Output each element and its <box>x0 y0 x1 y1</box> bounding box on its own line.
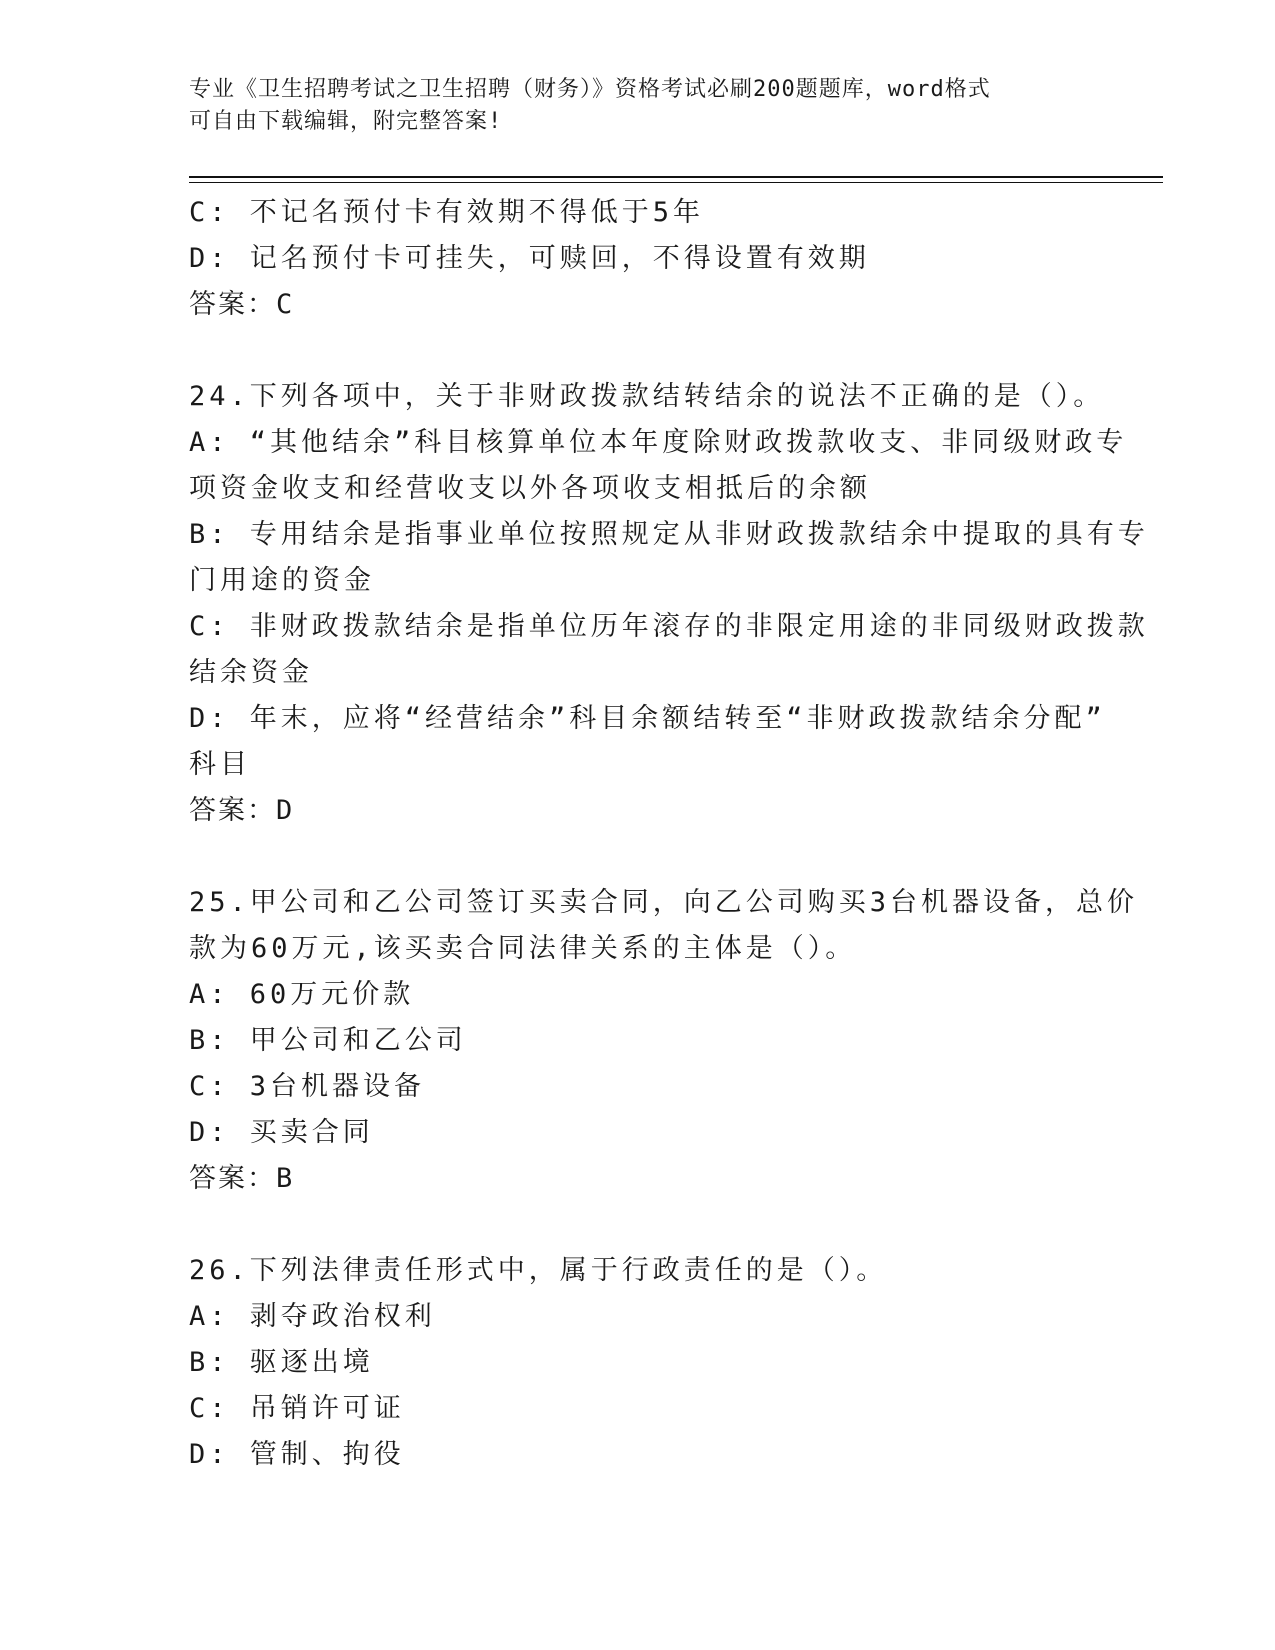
option-c-cont: 结余资金 <box>189 657 313 688</box>
prev-option-d: D: 记名预付卡可挂失，可赎回，不得设置有效期 <box>189 243 870 274</box>
option-d: D: 年末，应将“经营结余”科目余额结转至“非财政拨款结余分配” <box>189 703 1106 734</box>
question-25 <box>189 880 1139 1202</box>
option-c: C: 3台机器设备 <box>189 1071 426 1102</box>
document-header <box>189 74 1079 138</box>
option-b: B: 驱逐出境 <box>189 1347 374 1378</box>
option-b: B: 甲公司和乙公司 <box>189 1025 467 1056</box>
question-stem: 25.甲公司和乙公司签订买卖合同，向乙公司购买3台机器设备，总价 <box>189 887 1139 918</box>
question-26 <box>189 1248 1089 1478</box>
question-content <box>189 190 1149 1478</box>
question-stem-cont: 款为60万元,该买卖合同法律关系的主体是（）。 <box>189 933 857 964</box>
header-rule-thick <box>189 176 1163 178</box>
question-stem: 24.下列各项中，关于非财政拨款结转结余的说法不正确的是（）。 <box>189 381 1105 412</box>
option-c: C: 吊销许可证 <box>189 1393 405 1424</box>
option-c: C: 非财政拨款结余是指单位历年滚存的非限定用途的非同级财政拨款 <box>189 611 1149 642</box>
answer: 答案：B <box>189 1163 295 1194</box>
header-rule-thin <box>189 182 1163 183</box>
option-d: D: 管制、拘役 <box>189 1439 405 1470</box>
option-b: B: 专用结余是指事业单位按照规定从非财政拨款结余中提取的具有专 <box>189 519 1149 550</box>
header-line-2: 可自由下载编辑，附完整答案! <box>189 109 503 134</box>
option-d: D: 买卖合同 <box>189 1117 374 1148</box>
option-a-cont: 项资金收支和经营收支以外各项收支相抵后的余额 <box>189 473 871 504</box>
option-a: A: “其他结余”科目核算单位本年度除财政拨款收支、非同级财政专 <box>189 427 1128 458</box>
option-b-cont: 门用途的资金 <box>189 565 375 596</box>
option-a: A: 60万元价款 <box>189 979 415 1010</box>
option-a: A: 剥夺政治权利 <box>189 1301 436 1332</box>
question-stem: 26.下列法律责任形式中，属于行政责任的是（）。 <box>189 1255 888 1286</box>
answer: 答案：D <box>189 795 295 826</box>
prev-option-c: C: 不记名预付卡有效期不得低于5年 <box>189 197 705 228</box>
prev-answer: 答案：C <box>189 289 295 320</box>
header-line-1: 专业《卫生招聘考试之卫生招聘（财务）》资格考试必刷200题题库，word格式 <box>189 77 991 102</box>
question-24 <box>189 374 1149 834</box>
option-d-cont: 科目 <box>189 749 251 780</box>
